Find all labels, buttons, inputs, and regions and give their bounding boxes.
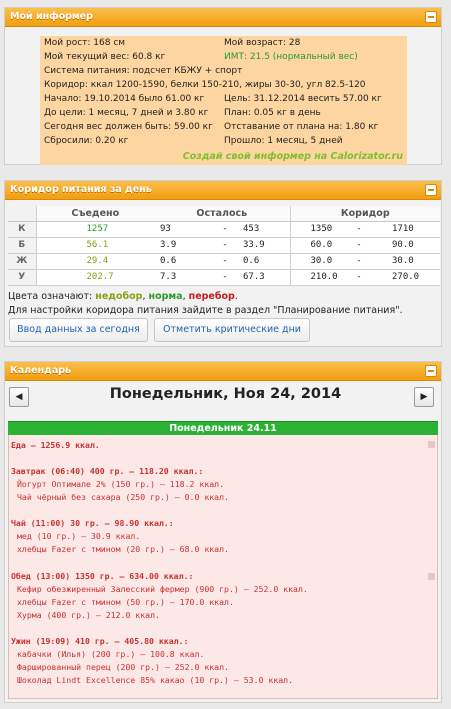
informer-diet-system: Система питания: подсчет КБЖУ + спорт — [44, 66, 243, 76]
row-label: У — [8, 269, 36, 285]
informer-bmi: ИМТ: 21.5 (нормальный вес) — [224, 52, 358, 62]
col-eaten: Съедено — [36, 206, 154, 221]
table-row — [8, 221, 440, 237]
collapse-icon[interactable] — [425, 184, 437, 196]
dash: - — [344, 221, 374, 237]
left-min: 0.6 — [154, 253, 210, 269]
corridor-max: 30.0 — [374, 253, 440, 269]
dash: - — [344, 269, 374, 285]
eaten-value: 29.4 — [36, 253, 154, 269]
corridor-note: Для настройки коридора питания зайдите в раздел "Планирование питания". — [8, 305, 403, 316]
informer-lag: Отставание от плана на: 1.80 кг — [224, 122, 379, 132]
informer-brand-link[interactable]: Создай свой информер на Calorizator.ru — [182, 151, 403, 162]
dash: - — [344, 237, 374, 253]
eaten-value: 56.1 — [36, 237, 154, 253]
list-item: Чай чёрный без сахара (250 гр.) — 0.0 ккал. — [17, 492, 229, 502]
left-max: 33.9 — [240, 237, 290, 253]
delete-icon[interactable] — [428, 441, 435, 448]
informer-elapsed: Прошло: 1 месяц, 5 дней — [224, 136, 343, 146]
corridor-min: 1350 — [290, 221, 344, 237]
left-max: 0.6 — [240, 253, 290, 269]
list-item: Фаршированный перец (200 гр.) — 252.0 ккал. — [17, 662, 229, 672]
list-item: Кефир обезжиренный Залесский фермер (900 гр.) — 252.0 ккал. — [17, 584, 308, 594]
legend-norm: норма — [148, 291, 183, 302]
list-item: Хурма (400 гр.) — 212.0 ккал. — [17, 610, 160, 620]
row-label: Б — [8, 237, 36, 253]
list-item: Шоколад Lindt Excellence 85% какао (10 гр.) — 53.0 ккал. — [17, 675, 294, 685]
row-label: Ж — [8, 253, 36, 269]
eaten-value: 202.7 — [36, 269, 154, 285]
corridor-max: 270.0 — [374, 269, 440, 285]
collapse-icon[interactable] — [425, 11, 437, 23]
informer-start: Начало: 19.10.2014 было 61.00 кг — [44, 94, 205, 104]
corner-cell — [8, 206, 36, 221]
informer-age: Мой возраст: 28 — [224, 38, 301, 48]
delete-icon[interactable] — [428, 573, 435, 580]
corridor-max: 1710 — [374, 221, 440, 237]
calendar-title: Календарь — [10, 365, 72, 376]
informer-to-goal: До цели: 1 месяц, 7 дней и 3.80 кг — [44, 108, 209, 118]
dash: - — [210, 221, 240, 237]
eaten-value: 1257 — [36, 221, 154, 237]
enter-today-button[interactable]: Ввод данных за сегодня — [9, 318, 148, 342]
mark-critical-days-button[interactable]: Отметить критические дни — [154, 318, 310, 342]
table-row — [8, 253, 440, 269]
dash: - — [210, 237, 240, 253]
arrow-right-icon: ▶ — [420, 392, 428, 402]
informer-card — [40, 36, 407, 165]
legend-prefix: Цвета означают: — [8, 291, 96, 302]
col-corridor: Коридор — [290, 206, 440, 221]
list-item: мед (10 гр.) — 30.9 ккал. — [17, 531, 141, 541]
legend-sep: , — [142, 291, 149, 302]
row-label: К — [8, 221, 36, 237]
list-item: хлебцы Fazer с тмином (50 гр.) — 170.0 ккал. — [17, 597, 234, 607]
legend-sep: , — [182, 291, 189, 302]
meal-breakfast[interactable]: Завтрак (06:40) 400 гр. — 118.20 ккал.: — [11, 466, 204, 476]
corridor-min: 60.0 — [290, 237, 344, 253]
informer-lost: Сбросили: 0.20 кг — [44, 136, 129, 146]
informer-corridor: Коридор: ккал 1200-1590, белки 150-210, жиры 30-30, угл 82.5-120 — [44, 80, 366, 90]
table-row — [8, 237, 440, 253]
table-row — [8, 269, 440, 285]
meal-dinner[interactable]: Ужин (19:09) 410 гр. — 405.80 ккал.: — [11, 636, 189, 646]
list-item: хлебцы Fazer с тмином (20 гр.) — 68.0 ккал. — [17, 544, 229, 554]
left-max: 67.3 — [240, 269, 290, 285]
col-left: Осталось — [154, 206, 290, 221]
corridor-max: 90.0 — [374, 237, 440, 253]
calendar-header — [5, 362, 441, 381]
left-max: 453 — [240, 221, 290, 237]
list-item: Йогурт Оптимале 2% (150 гр.) — 118.2 ккал. — [17, 479, 225, 489]
day-header[interactable]: Понедельник 24.11 — [8, 421, 438, 435]
corridor-table-header — [8, 206, 440, 221]
corridor-table — [8, 206, 440, 286]
list-item: кабачки (Илья) (200 гр.) — 100.8 ккал. — [17, 649, 205, 659]
informer-title: Мой информер — [10, 11, 93, 22]
dash: - — [210, 253, 240, 269]
informer-goal: Цель: 31.12.2014 весить 57.00 кг — [224, 94, 382, 104]
informer-today-weight: Сегодня вес должен быть: 59.00 кг — [44, 122, 213, 132]
informer-plan: План: 0.05 кг в день — [224, 108, 321, 118]
legend-dot: . — [234, 291, 238, 302]
left-min: 93 — [154, 221, 210, 237]
left-min: 7.3 — [154, 269, 210, 285]
corridor-min: 30.0 — [290, 253, 344, 269]
meal-tea[interactable]: Чай (11:00) 30 гр. — 98.90 ккал.: — [11, 518, 174, 528]
informer-header — [5, 8, 441, 27]
legend-over: перебор — [188, 291, 235, 302]
left-min: 3.9 — [154, 237, 210, 253]
dash: - — [344, 253, 374, 269]
informer-weight: Мой текущий вес: 60.8 кг — [44, 52, 166, 62]
arrow-left-icon: ◀ — [15, 392, 23, 402]
food-total: Еда — 1256.9 ккал. — [11, 440, 100, 450]
informer-height: Мой рост: 168 см — [44, 38, 126, 48]
collapse-icon[interactable] — [425, 365, 437, 377]
legend-under: недобор — [95, 291, 143, 302]
corridor-min: 210.0 — [290, 269, 344, 285]
meal-lunch[interactable]: Обед (13:00) 1350 гр. — 634.00 ккал.: — [11, 571, 194, 581]
color-legend — [8, 291, 238, 302]
dash: - — [210, 269, 240, 285]
corridor-header — [5, 181, 441, 200]
calendar-date: Понедельник, Ноя 24, 2014 — [109, 386, 342, 402]
corridor-title: Коридор питания за день — [10, 184, 152, 195]
